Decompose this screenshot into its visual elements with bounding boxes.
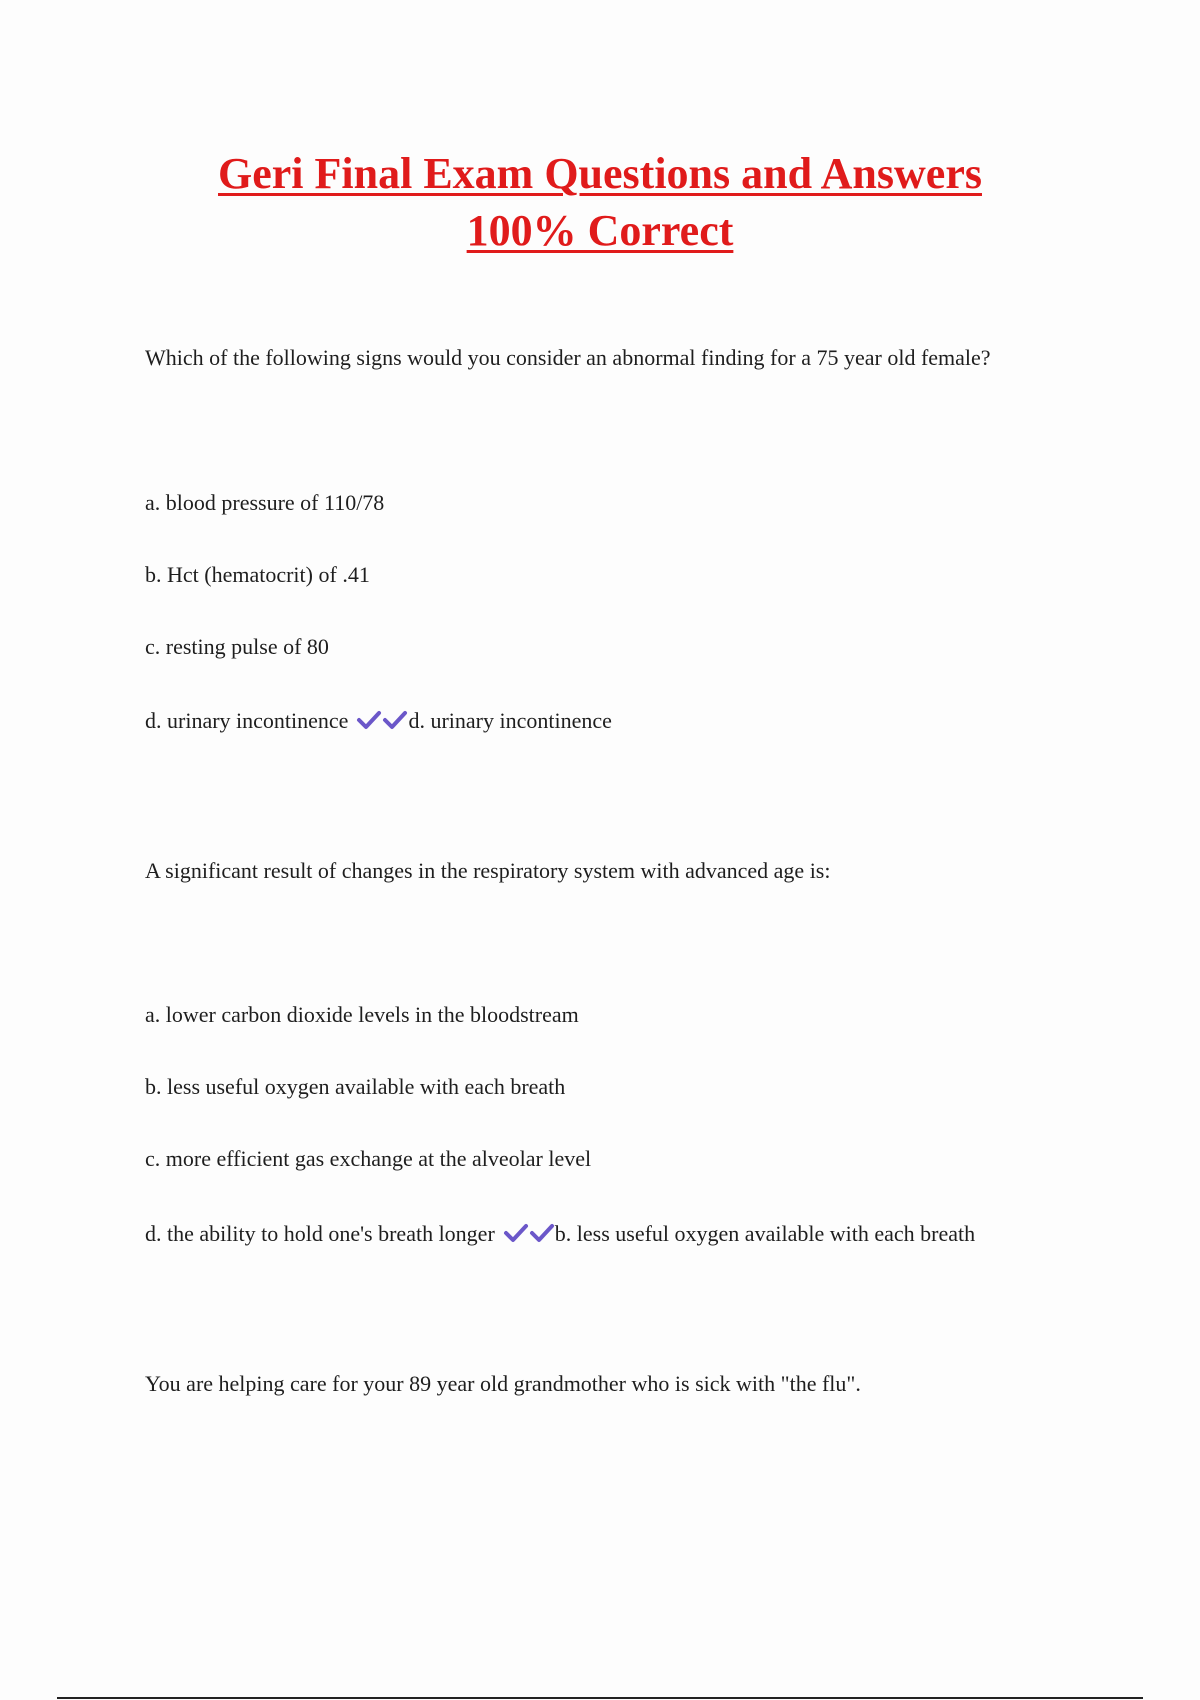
question-2-answer: b. less useful oxygen available with each breath [554,1221,976,1246]
checkmark-icon [529,1222,555,1244]
question-1-option-a: a. blood pressure of 110/78 [145,490,385,515]
document-title [100,145,1100,259]
question-2-prompt: A significant result of changes in the respiratory system with advanced age is: [145,858,831,883]
question-3-prompt: You are helping care for your 89 year old grandmother who is sick with "the flu". [145,1371,861,1396]
title-line-2: 100% Correct [466,206,734,255]
question-2-option-d-row [145,1220,975,1248]
question-1-option-d-row [145,707,612,735]
question-2-option-d: d. the ability to hold one's breath longer [145,1221,495,1246]
title-line-1: Geri Final Exam Questions and Answers [218,149,982,198]
question-2-option-a: a. lower carbon dioxide levels in the bloodstream [145,1002,579,1027]
checkmark-icon [382,709,408,731]
checkmark-icon [503,1222,529,1244]
page-bottom-rule [57,1697,1143,1699]
question-1-option-d: d. urinary incontinence [145,708,349,733]
question-1-prompt: Which of the following signs would you consider an abnormal finding for a 75 year old female? [145,345,991,370]
question-1-option-b: b. Hct (hematocrit) of .41 [145,562,370,587]
question-2-option-c: c. more efficient gas exchange at the alveolar level [145,1146,592,1171]
question-1-option-c: c. resting pulse of 80 [145,634,329,659]
question-2-option-b: b. less useful oxygen available with each breath [145,1074,566,1099]
question-1-answer: d. urinary incontinence [408,708,612,733]
checkmark-icon [356,709,382,731]
